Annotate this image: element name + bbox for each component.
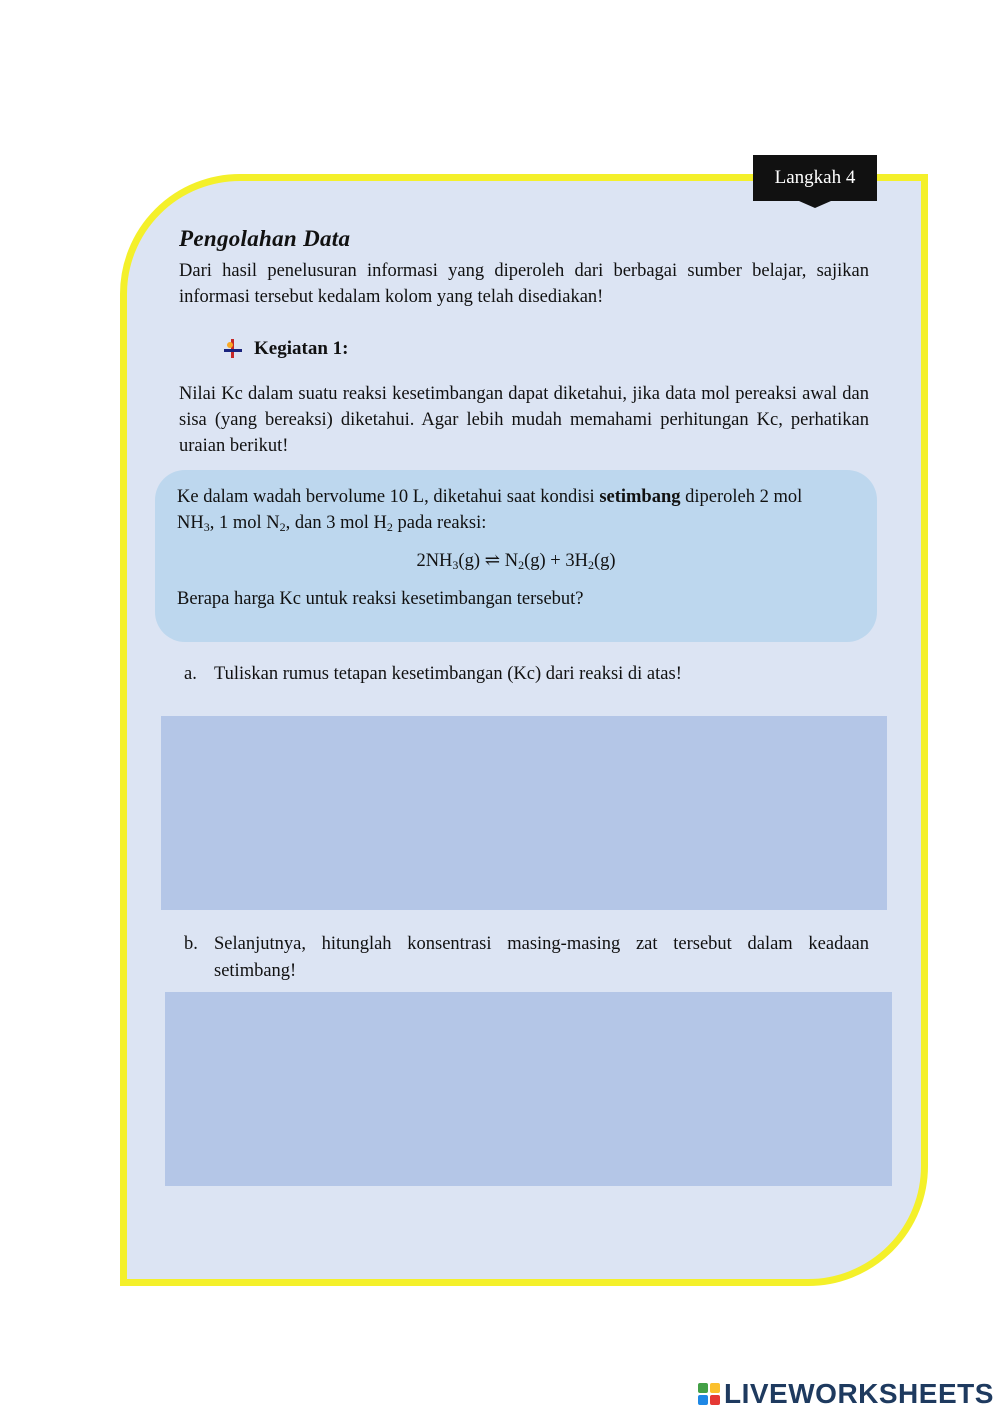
question-a <box>184 661 869 688</box>
logo-text: LIVEWORKSHEETS <box>724 1378 994 1409</box>
question-b-letter: b. <box>184 934 198 954</box>
question-b <box>184 931 869 985</box>
liveworksheets-logo <box>698 1378 994 1410</box>
answer-b-input[interactable] <box>165 992 892 1186</box>
bold-setimbang: setimbang <box>599 487 681 507</box>
question-a-text: Tuliskan rumus tetapan kesetimbangan (Kc) dari reaksi di atas! <box>214 664 682 684</box>
step-label: Langkah 4 <box>774 167 856 188</box>
section-title: Pengolahan Data <box>179 226 351 251</box>
problem-line-1: Ke dalam wadah bervolume 10 L, diketahui saat kondisi setimbang diperoleh 2 mol <box>177 487 803 507</box>
problem-box <box>155 470 877 642</box>
pushpin-bullet-icon <box>222 338 244 360</box>
step-tag <box>753 155 877 201</box>
liveworksheets-logo-icon <box>698 1383 720 1405</box>
problem-question: Berapa harga Kc untuk reaksi kesetimbangan tersebut? <box>177 589 584 609</box>
answer-a-input[interactable] <box>161 716 887 910</box>
intro-text: Dari hasil penelusuran informasi yang diperoleh dari berbagai sumber belajar, sajikan informasi tersebut kedalam kolom yang telah disediakan! <box>179 261 869 307</box>
reaction-equation: $2NH_3(g)$ ⇌ $N_2(g) + 3H_2(g)$ <box>416 551 616 572</box>
problem-line-2: $NH_3$, 1 mol $N_2$, dan 3 mol $H_2$ pada reaksi: <box>177 513 487 534</box>
activity-label: Kegiatan 1: <box>254 338 349 359</box>
activity-heading <box>222 338 348 360</box>
question-a-letter: a. <box>184 664 197 684</box>
explanation-text: Nilai Kc dalam suatu reaksi kesetimbangan dapat diketahui, jika data mol pereaksi awal dan sisa (yang bereaksi) diketahui. Agar lebih mudah memahami perhitungan Kc, perhatikan uraian berikut! <box>179 384 869 456</box>
question-b-text: Selanjutnya, hitunglah konsentrasi masing-masing zat tersebut dalam keadaan setimbang! <box>214 934 869 981</box>
